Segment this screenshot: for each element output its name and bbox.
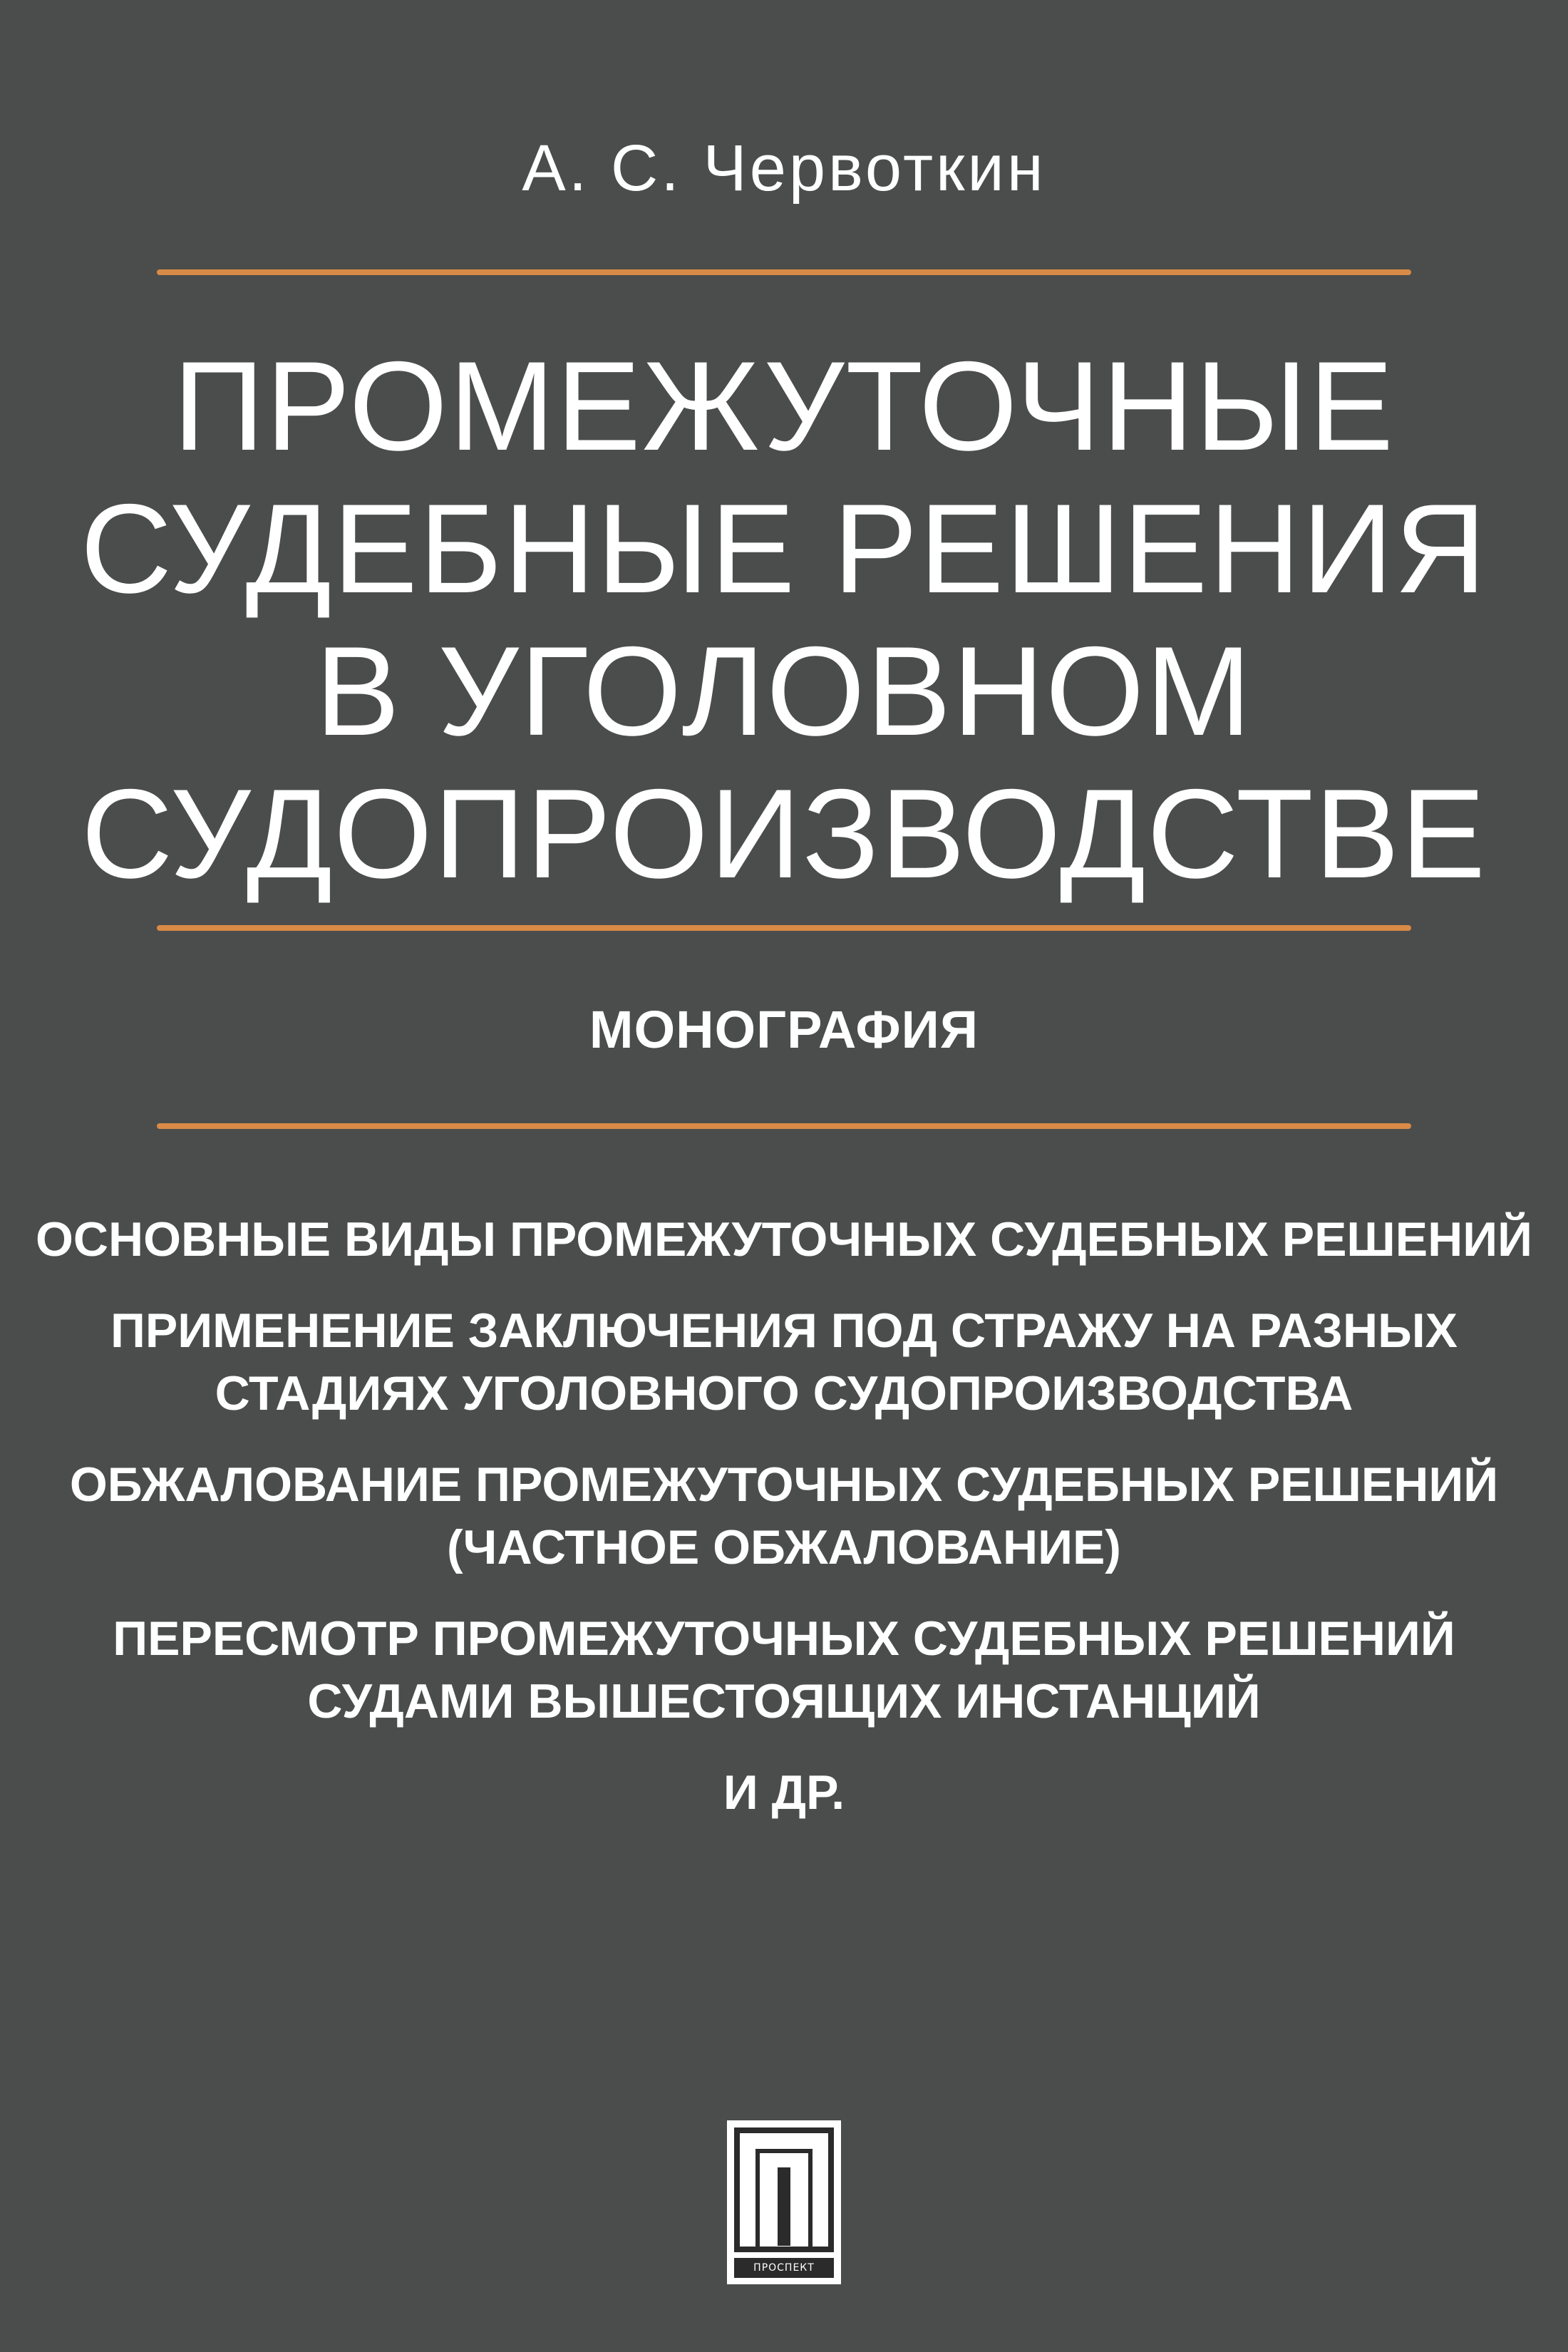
topic-line: (ЧАСТНОЕ ОБЖАЛОВАНИЕ): [447, 1520, 1121, 1574]
topic-line: И ДР.: [723, 1765, 845, 1820]
title-line: СУДЕБНЫЕ РЕШЕНИЯ: [80, 478, 1488, 619]
title-line: В УГОЛОВНОМ: [315, 620, 1253, 762]
topic-line: ОСНОВНЫЕ ВИДЫ ПРОМЕЖУТОЧНЫХ СУДЕБНЫХ РЕШЕНИЙ: [36, 1212, 1532, 1267]
topics-list: [0, 1208, 1568, 1852]
topic-item: [0, 1208, 1568, 1271]
topic-line: СУДАМИ ВЫШЕСТОЯЩИХ ИНСТАНЦИЙ: [307, 1674, 1261, 1728]
publisher-logo-icon: [727, 2120, 841, 2284]
topic-line: СТАДИЯХ УГОЛОВНОГО СУДОПРОИЗВОДСТВА: [215, 1366, 1353, 1420]
topic-item: [0, 1453, 1568, 1579]
logo-emblem: [734, 2127, 834, 2252]
topic-line: ОБЖАЛОВАНИЕ ПРОМЕЖУТОЧНЫХ СУДЕБНЫХ РЕШЕНИЙ: [69, 1458, 1499, 1512]
topic-item: [0, 1607, 1568, 1733]
title-line: ПРОМЕЖУТОЧНЫЕ: [172, 335, 1396, 477]
divider-top: [157, 269, 1411, 275]
topic-line: ПРИМЕНЕНИЕ ЗАКЛЮЧЕНИЯ ПОД СТРАЖУ НА РАЗНЫХ: [110, 1304, 1458, 1358]
topic-item: [0, 1299, 1568, 1425]
topic-item: [0, 1761, 1568, 1824]
divider-bottom: [157, 1123, 1411, 1129]
genre-label: МОНОГРАФИЯ: [589, 1000, 979, 1059]
title-line: СУДОПРОИЗВОДСТВЕ: [81, 763, 1487, 904]
topic-line: ПЕРЕСМОТР ПРОМЕЖУТОЧНЫХ СУДЕБНЫХ РЕШЕНИЙ: [113, 1611, 1455, 1666]
author-name: А. С. Червоткин: [522, 132, 1046, 205]
book-title: [0, 335, 1568, 905]
divider-middle: [157, 925, 1411, 931]
publisher-logo-label: ПРОСПЕКТ: [734, 2258, 834, 2278]
